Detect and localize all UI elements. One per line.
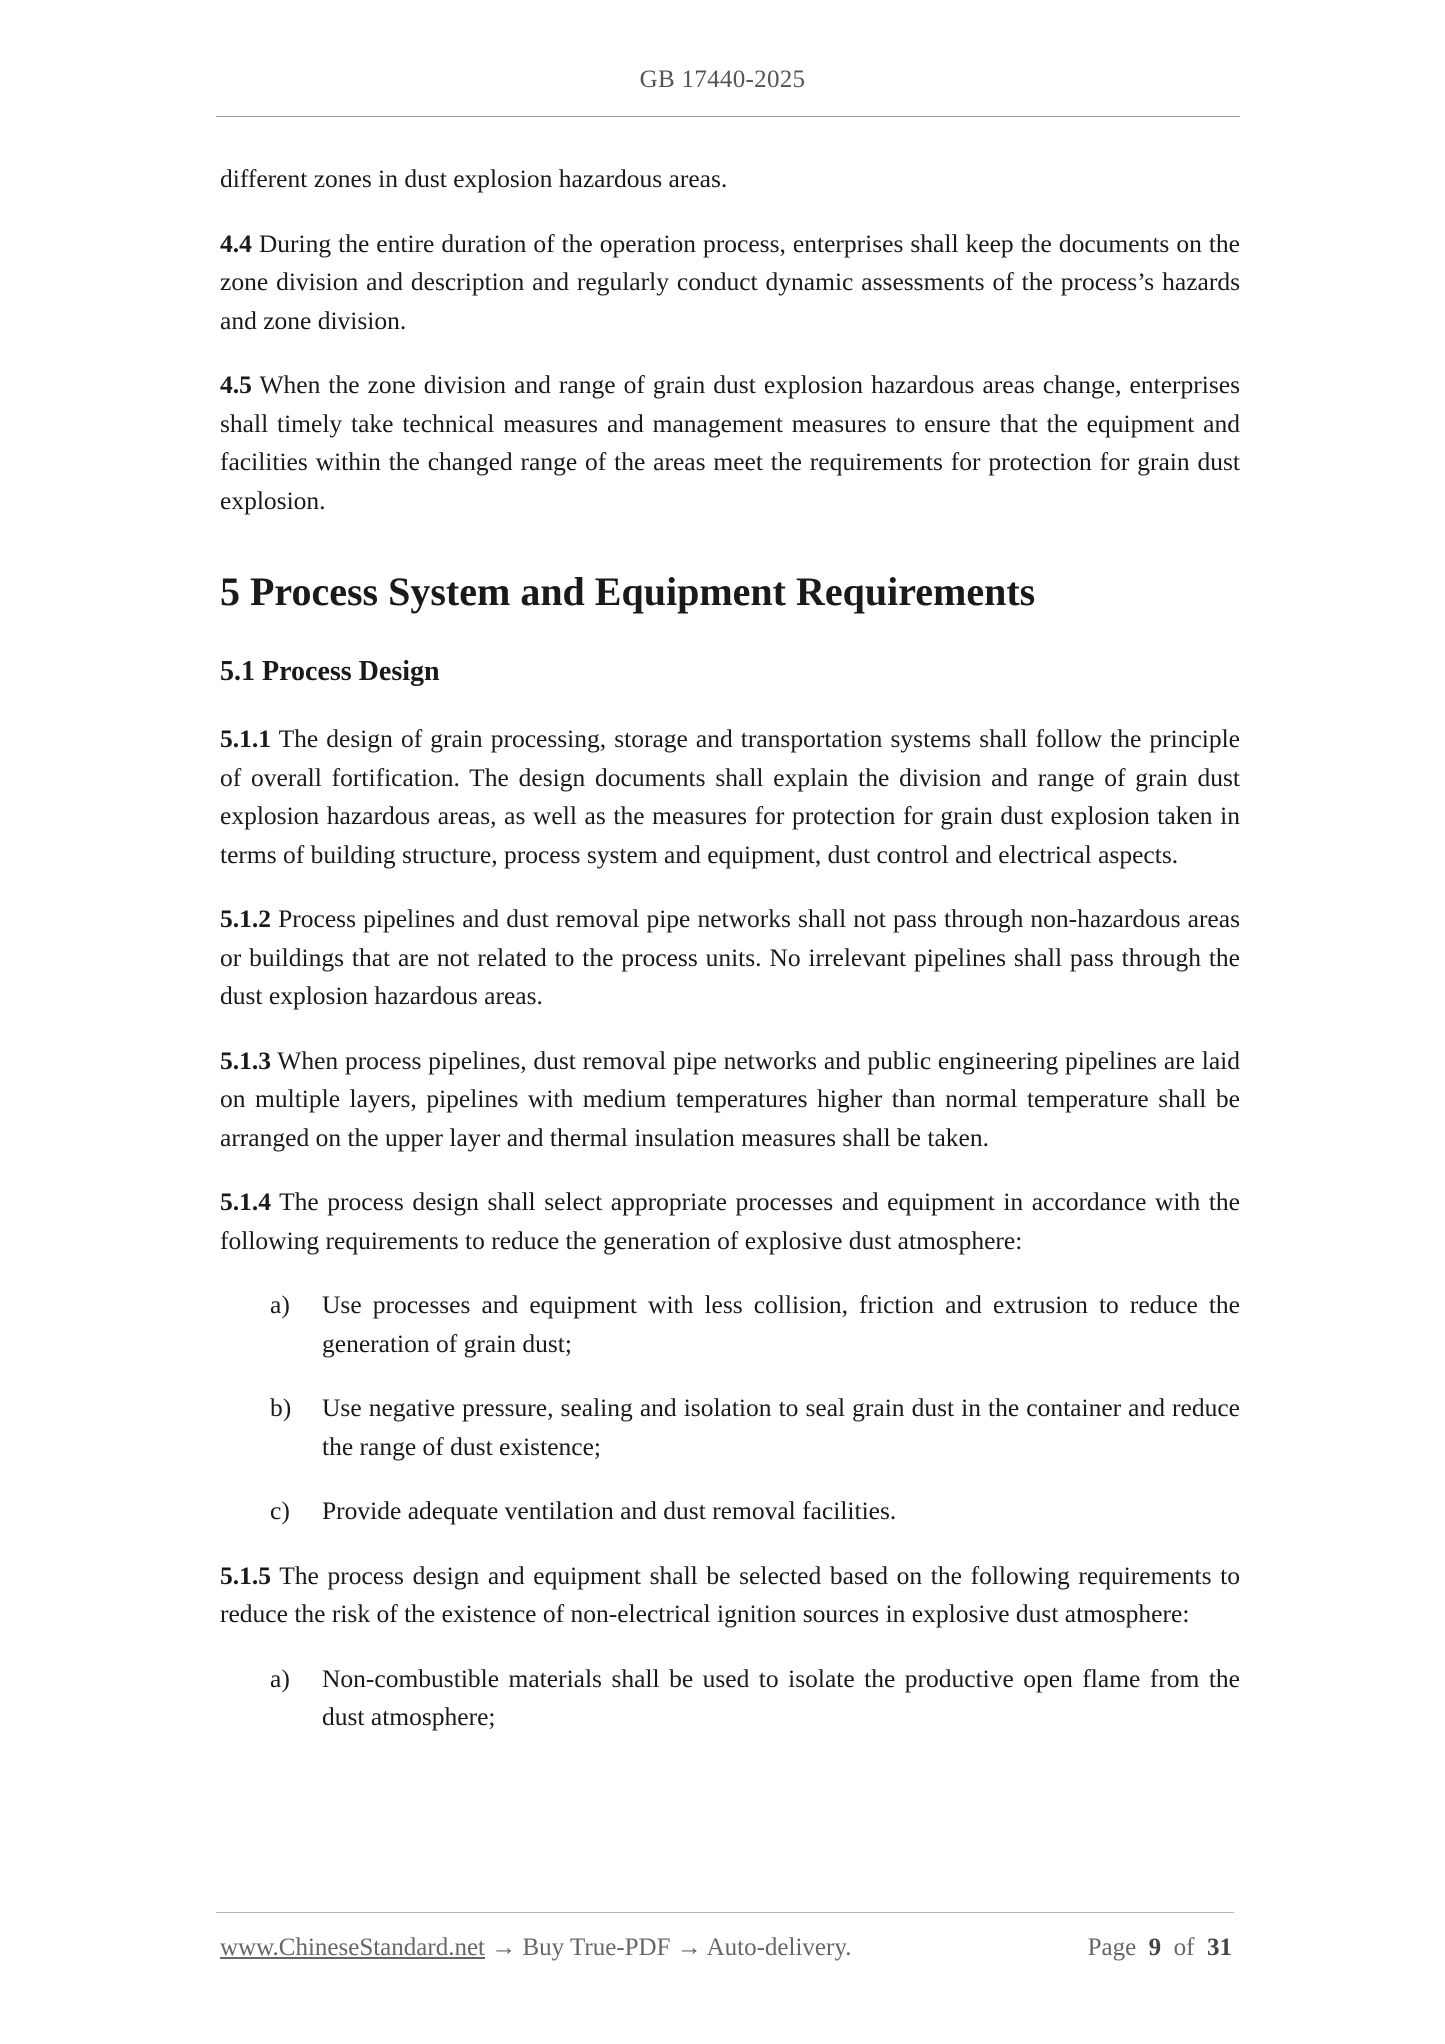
page-total: 31 (1207, 1934, 1232, 1961)
clause-text: The process design and equipment shall be selected based on the following requirements to reduce the risk of the existence of non-electrical ignition sources in explosive dust atmosphere: (220, 1560, 1240, 1628)
clause-text: When the zone division and range of grain dust explosion hazardous areas change, enterprises shall timely take technical measures and management measures to ensure that the equipment and facilities within the changed range of the areas meet the requirements for protection for grain dust explosion. (220, 370, 1240, 515)
arrow-icon: → (485, 1934, 523, 1961)
list-text: Use negative pressure, sealing and isolation to seal grain dust in the container and reduce the range of dust existence; (322, 1393, 1240, 1461)
of-label: of (1173, 1934, 1195, 1961)
list-marker: b) (270, 1393, 292, 1422)
clause-number: 4.4 (220, 228, 252, 258)
footer-divider (216, 1912, 1234, 1913)
page-footer (220, 1934, 1232, 1962)
clause-5-1-4 (220, 1183, 1240, 1260)
page-label: Page (1087, 1934, 1137, 1961)
paragraph-continuation: different zones in dust explosion hazardous areas. (220, 164, 728, 193)
clause-5-1-1 (220, 720, 1240, 874)
website-link[interactable]: www.ChineseStandard.net (220, 1934, 485, 1961)
clause-4-5 (220, 366, 1240, 520)
list-marker: a) (270, 1290, 290, 1319)
clause-number: 5.1.1 (220, 724, 271, 753)
clause-number: 5.1.3 (220, 1045, 271, 1075)
clause-text: When process pipelines, dust removal pipe networks and public engineering pipelines are laid on multiple layers, pipelines with medium temperatures higher than normal temperature shall be arranged on the upper layer and thermal insulation measures shall be taken. (220, 1045, 1240, 1152)
clause-4-4 (220, 225, 1240, 341)
list-text: Use processes and equipment with less collision, friction and extrusion to reduce the generation of grain dust; (322, 1290, 1240, 1358)
arrow-icon: → (670, 1934, 707, 1961)
subsection-heading-5-1: 5.1 Process Design (220, 656, 440, 687)
auto-delivery-text: Auto-delivery. (706, 1934, 852, 1961)
clause-number: 5.1.5 (220, 1560, 271, 1590)
clause-number: 5.1.4 (220, 1187, 271, 1216)
list-text: Provide adequate ventilation and dust removal facilities. (322, 1496, 897, 1525)
page-header: GB 17440-2025 (639, 66, 806, 93)
clause-5-1-3 (220, 1042, 1240, 1158)
section-heading-5: 5 Process System and Equipment Requirements (220, 569, 1036, 614)
list-item (220, 1286, 1240, 1363)
list-marker: a) (270, 1663, 290, 1693)
clause-number: 5.1.2 (220, 904, 271, 933)
clause-text: During the entire duration of the operation process, enterprises shall keep the documents on the zone division and description and regularly conduct dynamic assessments of the process’s hazards and zone division. (220, 228, 1240, 335)
clause-number: 4.5 (220, 370, 252, 399)
list-text: Non-combustible materials shall be used to isolate the productive open flame from the dust atmosphere; (322, 1663, 1240, 1731)
buy-pdf-text: Buy True-PDF (522, 1934, 671, 1961)
list-item (220, 1389, 1240, 1466)
header-divider (216, 116, 1240, 117)
list-item (220, 1660, 1240, 1737)
clause-5-1-5 (220, 1557, 1240, 1634)
clause-text: The design of grain processing, storage and transportation systems shall follow the principle of overall fortification. The design documents shall explain the division and range of grain dust explosion hazardous areas, as well as the measures for protection for grain dust explosion taken in terms of building structure, process system and equipment, dust control and electrical aspects. (220, 724, 1240, 869)
list-item (220, 1492, 1240, 1531)
list-marker: c) (270, 1496, 290, 1525)
document-body (220, 160, 1240, 1763)
clause-text: Process pipelines and dust removal pipe networks shall not pass through non-hazardous areas or buildings that are not related to the process units. No irrelevant pipelines shall pass through the dust explosion hazardous areas. (220, 904, 1240, 1010)
page-current: 9 (1148, 1934, 1162, 1961)
footer-promo (220, 1934, 851, 1961)
clause-text: The process design shall select appropriate processes and equipment in accordance with the following requirements to reduce the generation of explosive dust atmosphere: (220, 1187, 1240, 1255)
clause-5-1-2 (220, 900, 1240, 1016)
page-number (1088, 1934, 1232, 1962)
